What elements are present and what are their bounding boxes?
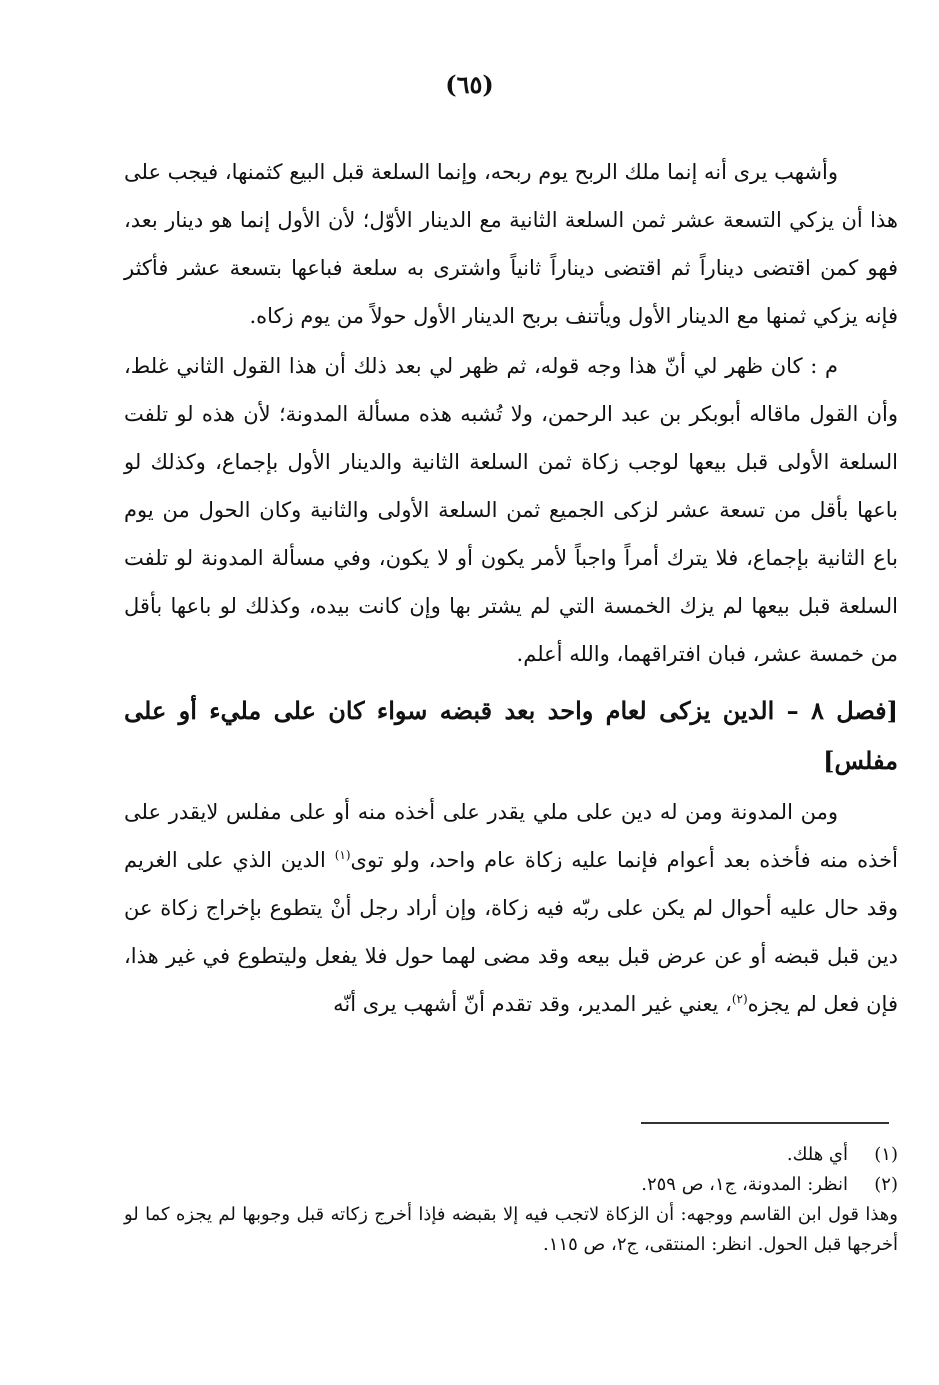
page-number: (٦٥) xyxy=(445,70,494,99)
footnote-2-number: (٢) xyxy=(874,1174,898,1195)
paragraph-3-part-1: ومن المدونة ومن له دين على ملي يقدر على أخذه منه أو على مفلس لايقدر على أخذه منه فأخذه بعد أعوام فإنما عليه زكاة عام واحد، ولو توى xyxy=(124,800,898,872)
section-heading: [فصل ٨ – الدين يزكى لعام واحد بعد قبضه سواء كان على مليء أو على مفلس] xyxy=(124,696,899,775)
paragraph-3-part-2: الدين الذي على الغريم وقد حال عليه أحوال لم يكن على ربّه فيه زكاة، وإن أراد رجل أنْ يتطوع بإخراج زكاة عن دين قبل قبضه أو عن عرض قبل بيعه وقد مضى لهما حول فلا يفعل وليتطوع في غير هذا، فإن فعل لم يجزه xyxy=(124,848,898,1016)
paragraph-3-part-3: ، يعني غير المدير، وقد تقدم أنّ أشهب يرى أنّه xyxy=(333,992,732,1016)
footnote-2-continuation: وهذا قول ابن القاسم ووجهه: أن الزكاة لاتجب فيه إلا بقبضه فإذا أخرج زكاته قبل وجوبها لم يجزه كما لو أخرجها قبل الحول. انظر: المنتقى، ج٢، ص ١١٥. xyxy=(124,1204,898,1255)
paragraph-2: م : كان ظهر لي أنّ هذا وجه قوله، ثم ظهر لي بعد ذلك أن هذا القول الثاني غلط، وأن القول ماقاله أبوبكر بن عبد الرحمن، ولا تُشبه هذه مسألة المدونة؛ لأن هذه لو تلفت السلعة الأولى قبل بيعها لوجب زكاة ثمن السلعة الثانية والدينار الأول بإجماع، وكذلك لو باعها بأقل من تسعة عشر لزكى الجميع ثمن السلعة الأولى والثانية وكان الحول من يوم باع الثانية بإجماع، فلا يترك أمراً واجباً لأمر يكون أو لا يكون، وفي مسألة المدونة لو تلفت السلعة قبل بيعها لم يزك الخمسة التي لم يشتر بها وإن كانت بيده، وكذلك لو باعها بأقل من خمسة عشر، فبان افتراقهما، والله أعلم. xyxy=(124,354,898,666)
footnote-1-number: (١) xyxy=(874,1144,898,1165)
footnote-ref-1[interactable]: (١) xyxy=(334,848,351,862)
footnote-ref-2[interactable]: (٢) xyxy=(731,992,748,1006)
footnote-1 xyxy=(124,1140,898,1170)
footnote-1-text: أي هلك. xyxy=(786,1144,848,1165)
footnotes xyxy=(124,1140,898,1260)
footnote-separator xyxy=(641,1122,889,1124)
main-text xyxy=(124,148,898,1028)
paragraph-1: وأشهب يرى أنه إنما ملك الربح يوم ربحه، وإنما السلعة قبل البيع كثمنها، فيجب على هذا أن يزكي التسعة عشر ثمن السلعة الثانية مع الدينار الأوّل؛ لأن الأول إنما هو دينار بعد، فهو كمن اقتضى ديناراً ثم اقتضى ديناراً ثانياً واشترى به سلعة فباعها بتسعة عشر فأكثر فإنه يزكي ثمنها مع الدينار الأول ويأتنف بربح الدينار الأول حولاً من يوم زكاه. xyxy=(124,160,898,328)
paragraph-3 xyxy=(124,788,898,1028)
footnote-2-text: انظر: المدونة، ج١، ص ٢٥٩. xyxy=(641,1174,848,1195)
footnote-2 xyxy=(124,1170,898,1200)
